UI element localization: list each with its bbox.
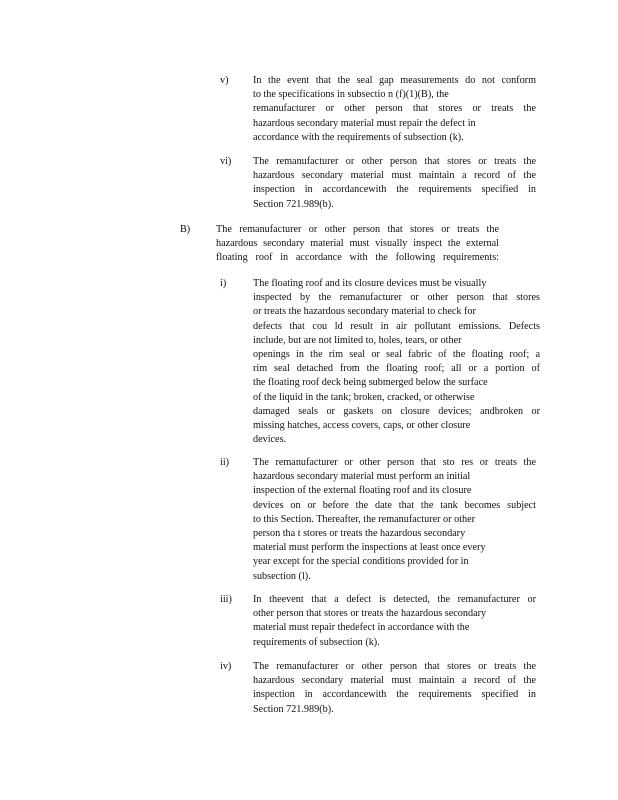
text-line: other person that stores or treats the hazardous secondary bbox=[253, 608, 487, 620]
text-line: inspection in accordancewith the requirements specified in bbox=[253, 689, 536, 701]
text-line: openings in the rim seal or seal fabric of the floating roof; a bbox=[253, 348, 540, 360]
text-line: remanufacturer or other person that stores or treats the bbox=[253, 103, 536, 115]
paragraph-text bbox=[216, 223, 499, 266]
text-line: missing hatches, access covers, caps, or other closure bbox=[253, 419, 471, 431]
text-line: material must repair thedefect in accordance with the bbox=[253, 622, 470, 634]
subparagraph-marker: iv) bbox=[220, 661, 232, 672]
subparagraph-marker: ii) bbox=[220, 457, 230, 468]
text-line: hazardous secondary material must maintain a record of the bbox=[253, 675, 536, 687]
text-line: defects that cou ld result in air pollutant emissions. Defects bbox=[253, 320, 540, 332]
paragraph-marker: B) bbox=[180, 224, 191, 235]
text-line: In theevent that a defect is detected, the remanufacturer or bbox=[253, 594, 536, 605]
text-line: rim seal detached from the floating roof; all or a portion of bbox=[253, 363, 540, 375]
text-line: floating roof in accordance with the following requirements: bbox=[216, 252, 499, 264]
text-line: include, but are not limited to, holes, tears, or other bbox=[253, 334, 462, 346]
text-line: hazardous secondary material must maintain a record of the bbox=[253, 170, 536, 182]
subparagraph-text bbox=[253, 155, 536, 212]
text-line: or treats the hazardous secondary material to check for bbox=[253, 306, 476, 318]
text-line: devices on or before the date that the tank becomes subject bbox=[253, 499, 536, 511]
text-line: material must perform the inspections at least once every bbox=[253, 542, 486, 554]
text-line: subsection (l). bbox=[253, 570, 311, 582]
text-line: Section 721.989(b). bbox=[253, 703, 334, 715]
text-line: inspection of the external floating roof and its closure bbox=[253, 485, 472, 497]
subparagraph-marker: vi) bbox=[220, 156, 232, 167]
text-line: The floating roof and its closure devices must be visually bbox=[253, 278, 487, 289]
subparagraph-marker: i) bbox=[220, 278, 227, 289]
text-line: to the specifications in subsectio n (f)(1)(B), the bbox=[253, 89, 449, 101]
text-line: In the event that the seal gap measurements do not conform bbox=[253, 75, 536, 86]
subparagraph-text bbox=[253, 456, 536, 584]
subparagraph-text bbox=[253, 74, 536, 145]
text-line: to this Section. Thereafter, the remanufacturer or other bbox=[253, 513, 476, 525]
subparagraph-text bbox=[253, 277, 540, 447]
text-line: of the liquid in the tank; broken, cracked, or otherwise bbox=[253, 391, 475, 403]
text-line: person tha t stores or treats the hazardous secondary bbox=[253, 527, 466, 539]
text-line: The remanufacturer or other person that sto res or treats the bbox=[253, 457, 536, 468]
text-line: The remanufacturer or other person that stores or treats the bbox=[253, 661, 536, 672]
subparagraph-text bbox=[253, 593, 536, 650]
text-line: year except for the special conditions provided for in bbox=[253, 556, 469, 568]
subparagraph-marker: v) bbox=[220, 75, 229, 86]
text-line: requirements of subsection (k). bbox=[253, 636, 380, 648]
text-line: The remanufacturer or other person that stores or treats the bbox=[253, 156, 536, 167]
text-line: accordance with the requirements of subsection (k). bbox=[253, 131, 464, 143]
text-line: inspection in accordancewith the requirements specified in bbox=[253, 184, 536, 196]
text-line: damaged seals or gaskets on closure devices; andbroken or bbox=[253, 405, 540, 417]
text-line: Section 721.989(b). bbox=[253, 198, 334, 210]
text-line: The remanufacturer or other person that stores or treats the bbox=[216, 224, 499, 235]
subparagraph-marker: iii) bbox=[220, 594, 232, 605]
text-line: hazardous secondary material must repair the defect in bbox=[253, 117, 476, 129]
text-line: inspected by the remanufacturer or other person that stores bbox=[253, 292, 540, 304]
text-line: hazardous secondary material must perform an initial bbox=[253, 471, 471, 483]
text-line: hazardous secondary material must visually inspect the external bbox=[216, 238, 499, 250]
text-line: devices. bbox=[253, 434, 287, 446]
text-line: the floating roof deck being submerged below the surface bbox=[253, 377, 488, 389]
subparagraph-text bbox=[253, 660, 536, 717]
